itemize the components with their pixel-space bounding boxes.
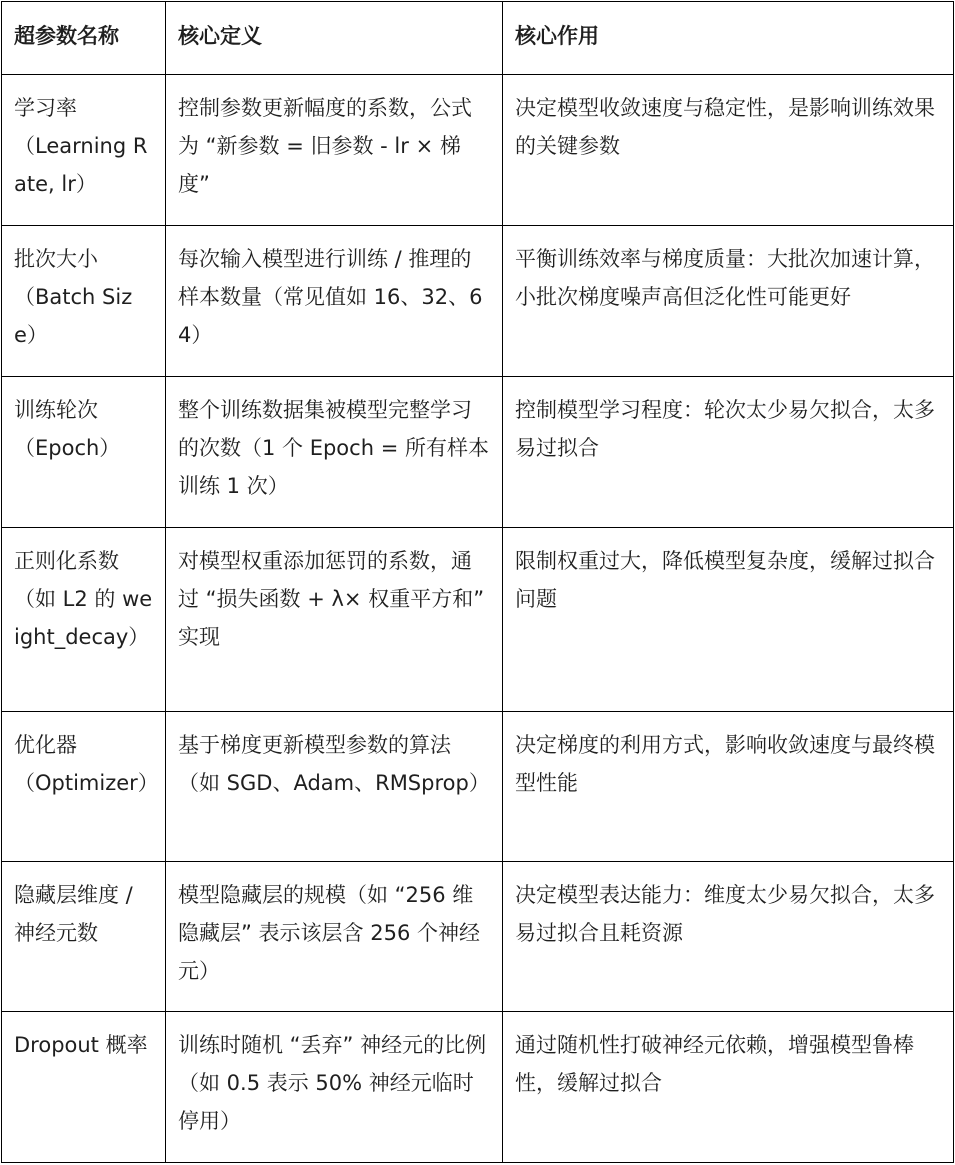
cell-definition: 整个训练数据集被模型完整学习的次数（1 个 Epoch = 所有样本训练 1 次）: [166, 377, 503, 528]
cell-definition: 对模型权重添加惩罚的系数，通过 “损失函数 + λ× 权重平方和” 实现: [166, 528, 503, 712]
cell-effect: 决定梯度的利用方式，影响收敛速度与最终模型性能: [503, 712, 954, 862]
cell-effect: 控制模型学习程度：轮次太少易欠拟合，太多易过拟合: [503, 377, 954, 528]
cell-definition: 基于梯度更新模型参数的算法（如 SGD、Adam、RMSprop）: [166, 712, 503, 862]
cell-definition: 模型隐藏层的规模（如 “256 维隐藏层” 表示该层含 256 个神经元）: [166, 862, 503, 1012]
cell-effect: 平衡训练效率与梯度质量：大批次加速计算，小批次梯度噪声高但泛化性可能更好: [503, 226, 954, 377]
cell-name: 正则化系数 （如 L2 的 weight_decay）: [2, 528, 166, 712]
header-effect: 核心作用: [503, 2, 954, 75]
table-row: [2, 377, 954, 528]
header-definition: 核心定义: [166, 2, 503, 75]
cell-effect: 通过随机性打破神经元依赖，增强模型鲁棒性，缓解过拟合: [503, 1012, 954, 1163]
table-row: [2, 75, 954, 226]
cell-name: 批次大小 （Batch Size）: [2, 226, 166, 377]
cell-name: 训练轮次 （Epoch）: [2, 377, 166, 528]
cell-name: 隐藏层维度 / 神经元数: [2, 862, 166, 1012]
table-header-row: [2, 2, 954, 75]
table-row: [2, 862, 954, 1012]
cell-name: Dropout 概率: [2, 1012, 166, 1163]
cell-definition: 每次输入模型进行训练 / 推理的样本数量（常见值如 16、32、64）: [166, 226, 503, 377]
cell-name: 优化器 （Optimizer）: [2, 712, 166, 862]
table-row: [2, 712, 954, 862]
table-row: [2, 1012, 954, 1163]
cell-effect: 决定模型收敛速度与稳定性，是影响训练效果的关键参数: [503, 75, 954, 226]
cell-name: 学习率 （Learning Rate, lr）: [2, 75, 166, 226]
cell-effect: 限制权重过大，降低模型复杂度，缓解过拟合问题: [503, 528, 954, 712]
cell-definition: 控制参数更新幅度的系数，公式为 “新参数 = 旧参数 - lr × 梯度”: [166, 75, 503, 226]
table-row: [2, 226, 954, 377]
cell-definition: 训练时随机 “丢弃” 神经元的比例（如 0.5 表示 50% 神经元临时停用）: [166, 1012, 503, 1163]
cell-effect: 决定模型表达能力：维度太少易欠拟合，太多易过拟合且耗资源: [503, 862, 954, 1012]
header-name: 超参数名称: [2, 2, 166, 75]
table-row: [2, 528, 954, 712]
hyperparameter-table: [1, 1, 954, 1163]
